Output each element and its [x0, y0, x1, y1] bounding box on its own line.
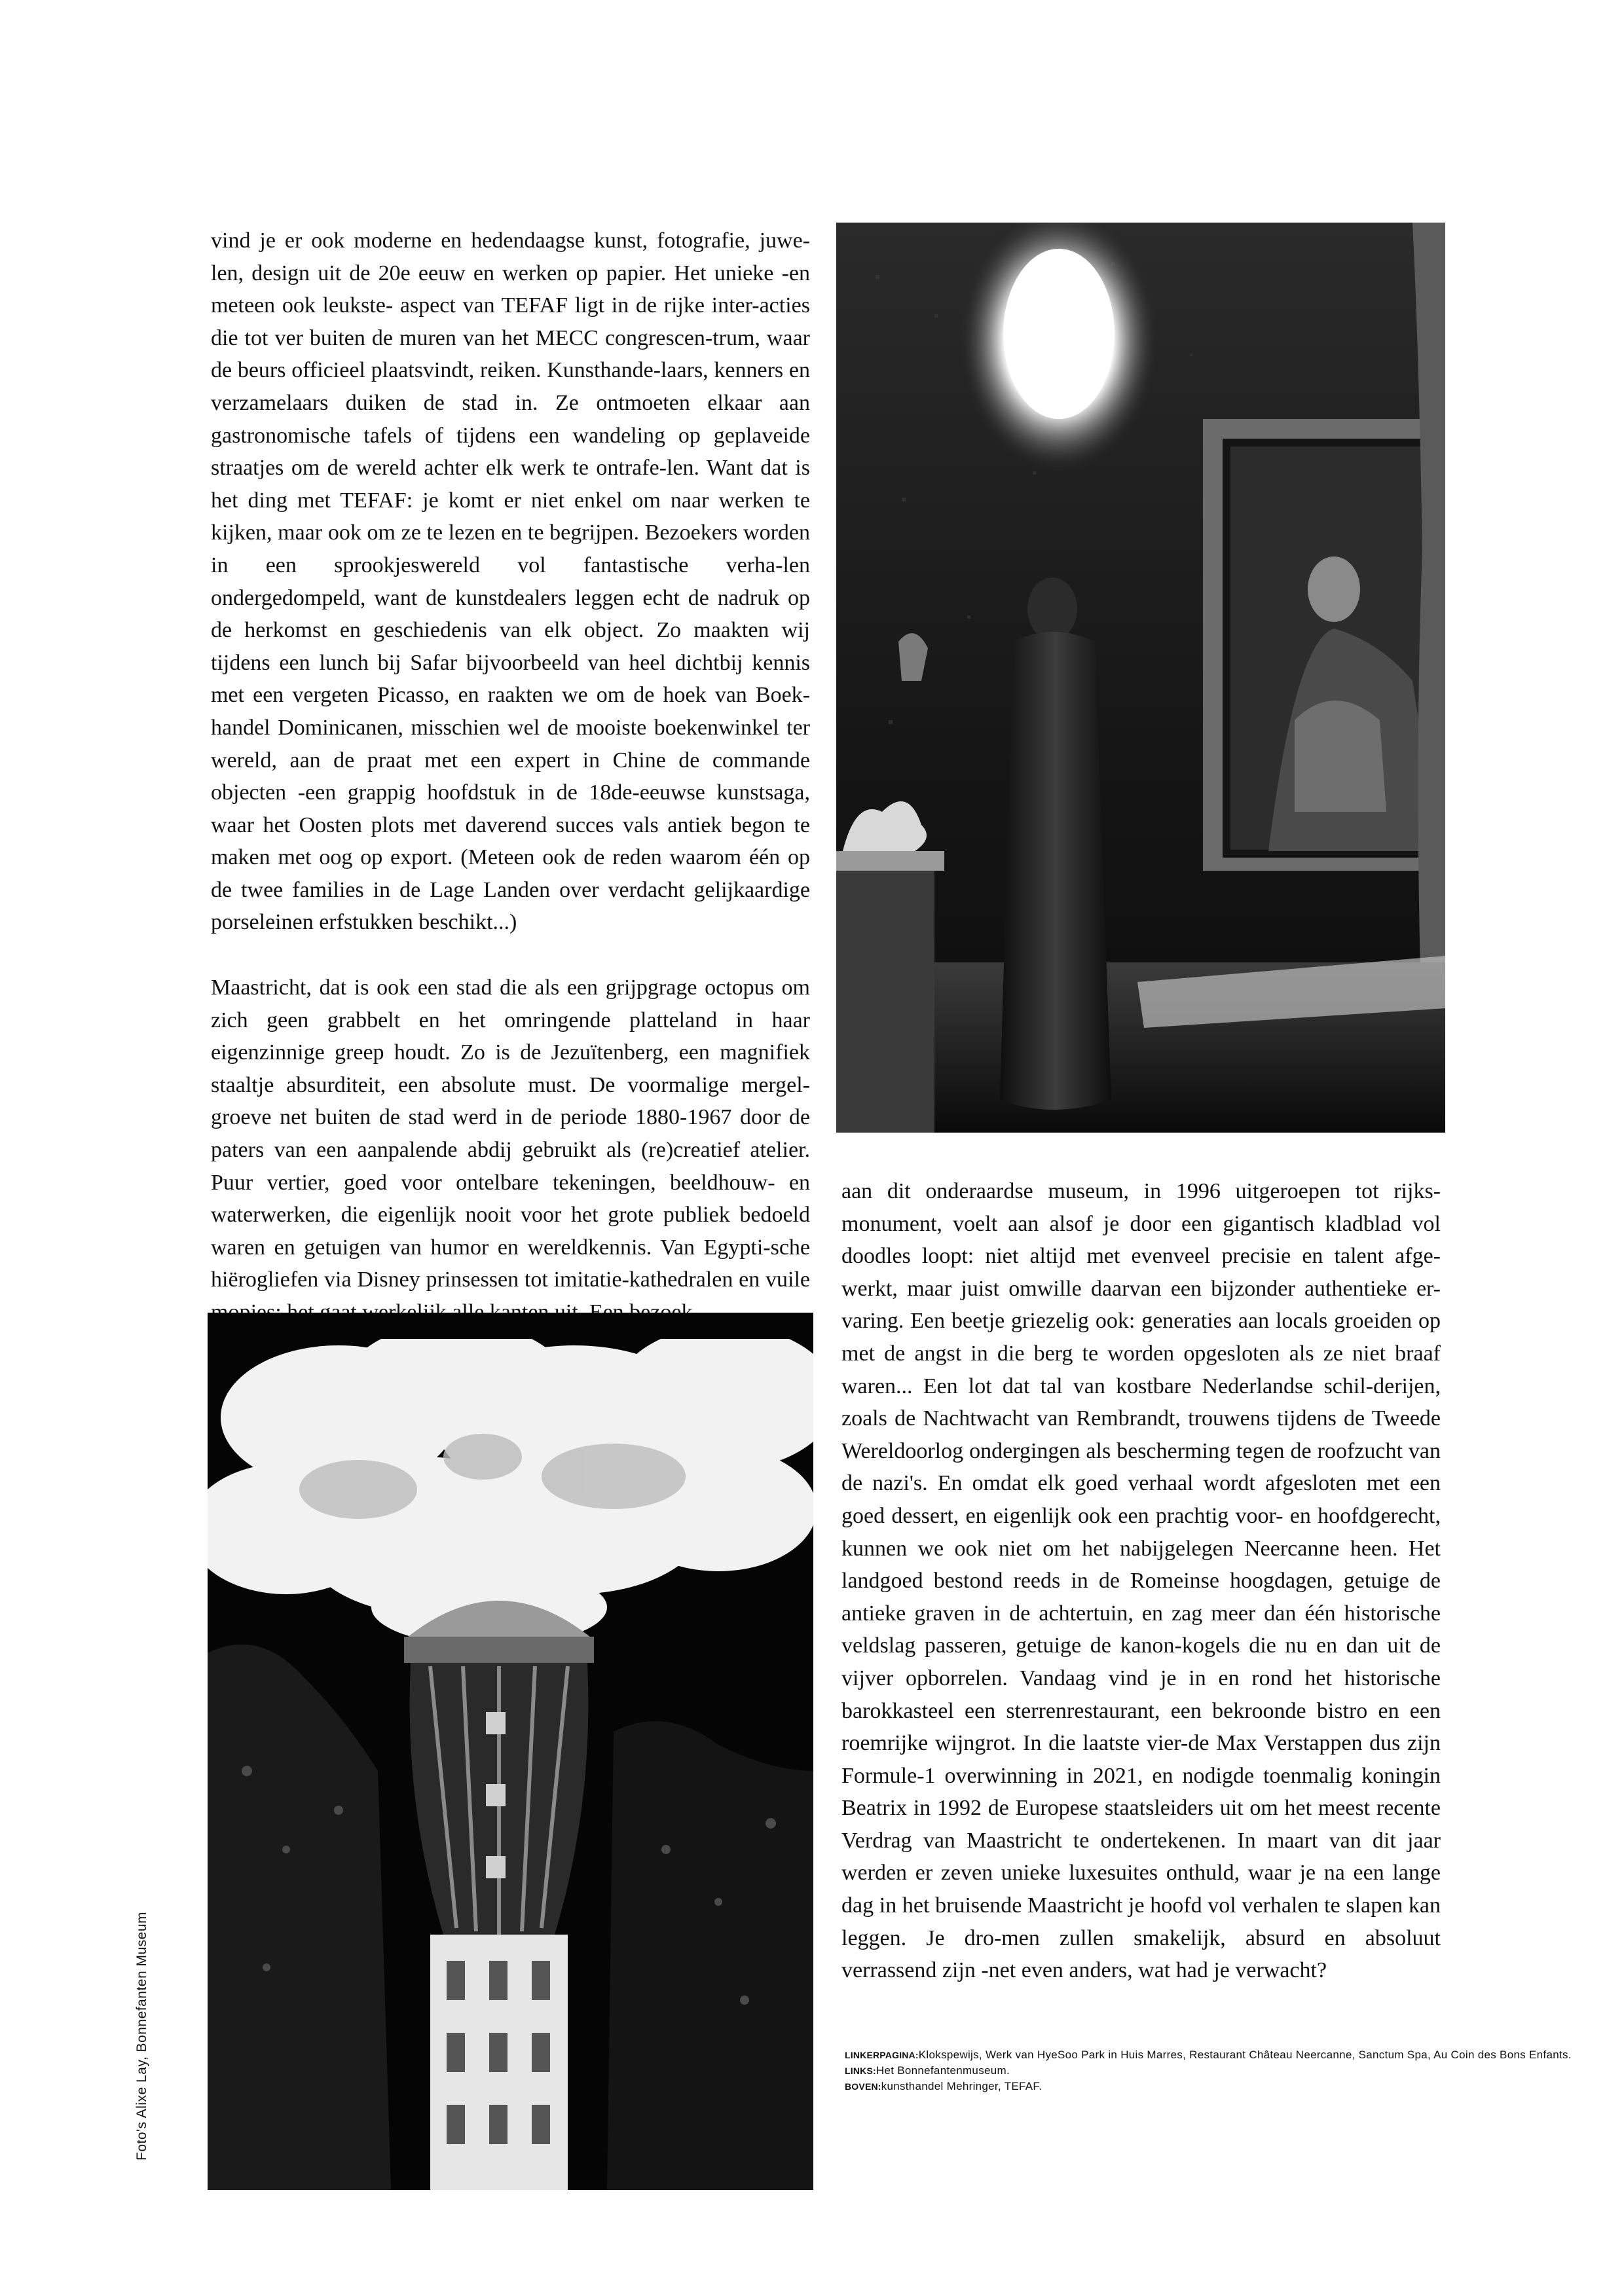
caption-label: BOVEN:	[845, 2081, 881, 2092]
photo-credit: Foto's Alixe Lay, Bonnefanten Museum	[134, 1912, 149, 2160]
caption-left-page	[845, 2047, 1572, 2063]
caption-label: LINKS:	[845, 2066, 876, 2076]
paragraph-tefaf: vind je er ook moderne en hedendaagse kunst, fotografie, juwe-len, design uit de 20e eeuw en werken op papier. Het unieke -en meteen ook leukste- aspect van TEFAF ligt in de rijke inter-acties die tot ver buiten de muren van het MECC congrescen-trum, waar de beurs officieel plaatsvindt, reiken. Kunsthande-laars, kenners en verzamelaars duiken de stad in. Ze ontmoeten elkaar aan gastronomische tafels of tijdens een wandeling op geplaveide straatjes om de wereld achter elk werk te ontrafe-len. Want dat is het ding met TEFAF: je komt er niet enkel om naar werken te kijken, maar ook om ze te lezen en te begrijpen. Bezoekers worden in een sprookjeswereld vol fantastische verha-len ondergedompeld, want de kunstdealers leggen echt de nadruk op de herkomst en geschiedenis van elk object. Zo maakten wij tijdens een lunch bij Safar bijvoorbeeld van heel dichtbij kennis met een vergeten Picasso, en raakten we om de hoek van Boek-handel Dominicanen, misschien wel de mooiste boekenwinkel ter wereld, aan de praat met een expert in Chine de commande objecten -een grappig hoofdstuk in de 18de-eeuwse kunstsaga, waar het Oosten plots met daverend succes vals antiek begon te maken met oog op export. (Meteen ook de reden waarom één op de twee families in de Lage Landen over verdacht gelijkaardige porseleinen erfstukken beschikt...)	[211, 228, 810, 935]
gallery-photo	[836, 223, 1445, 1133]
article-column-left	[211, 225, 810, 1329]
gallery-photo-image	[836, 223, 1445, 1133]
bonnefanten-museum-image	[208, 1313, 813, 2190]
paragraph-jezuitenberg: Maastricht, dat is ook een stad die als een grijpgrage octopus om zich geen grabbelt en het omringende platteland in haar eigenzinnige greep houdt. Zo is de Jezuïtenberg, een magnifiek staaltje absurditeit, een absolute must. De voormalige mergel-groeve net buiten de stad werd in de periode 1880-1967 door de paters van een aanpalende abdij gebruikt als (re)creatief atelier. Puur vertier, goed voor ontelbare tekeningen, beeldhouw- en waterwerken, die eigenlijk nooit voor het grote publiek bedoeld waren en getuigen van humor en wereldkennis. Van Egypti-sche hiërogliefen via Disney prinsessen tot imitatie-kathedralen en vuile	[211, 975, 810, 1292]
caption-boven	[845, 2079, 1447, 2094]
article-column-right	[841, 1175, 1441, 1987]
caption-text: Het Bonnefantenmuseum.	[876, 2064, 1010, 2077]
caption-links	[845, 2063, 1447, 2079]
caption-text: Klokspewijs, Werk van HyeSoo Park in Huis Marres, Restaurant Château Neercanne, Sanctum Spa, Au Coin des Bons Enfants.	[918, 2049, 1572, 2061]
photo-captions	[845, 2047, 1572, 2094]
bonnefanten-museum-photo	[208, 1313, 813, 2190]
caption-label: LINKERPAGINA:	[845, 2050, 919, 2060]
caption-text: kunsthandel Mehringer, TEFAF.	[881, 2080, 1043, 2092]
paragraph-neercanne: aan dit onderaardse museum, in 1996 uitgeroepen tot rijks-monument, voelt aan alsof je door een gigantisch kladblad vol doodles loopt: niet altijd met evenveel precisie en talent afge-werkt, maar juist omwille daarvan een bijzonder authentieke er-varing. Een beetje griezelig ook: generaties aan locals groeiden op met de angst in die berg te worden opgesloten als ze niet braaf waren... Een lot dat tal van kostbare Nederlandse schil-derijen, zoals de Nachtwacht van Rembrandt, trouwens tijdens de Tweede Wereldoorlog ondergingen als bescherming tegen de roofzucht van de nazi's. En omdat elk goed verhaal wordt afgesloten met een goed dessert, en eigenlijk ook een prachtig voor- en hoofdgerecht, kunnen we ook niet om het nabijgelegen Neercanne heen. Het landgoed bestond reeds in de Romeinse hoogdagen, getuige de antieke graven in de achtertuin, en zag meer dan één historische veldslag passeren, getuige de kanon-kogels die nu en dan uit de vijver opborrelen. Vandaag vind je in en rond het historische barokkasteel een sterrenrestaurant, een bekroonde bistro en een roemrijke wijngrot. In die laatste vier-de Max Verstappen dus zijn Formule-1 overwinning in 2021, en nodigde toenmalig koningin Beatrix in 1992 de Europese staatsleiders uit om het meest recente Verdrag van Maastricht te ondertekenen. In maart van dit jaar werden er zeven unieke luxesuites onthuld, waar je na een lange dag in het bruisende Maastricht je hoofd vol verhalen te slapen kan leggen. Je dro-men zullen smakelijk, absurd en absoluut verrassend zijn -net even anders, wat had je verwacht?	[841, 1179, 1441, 1983]
